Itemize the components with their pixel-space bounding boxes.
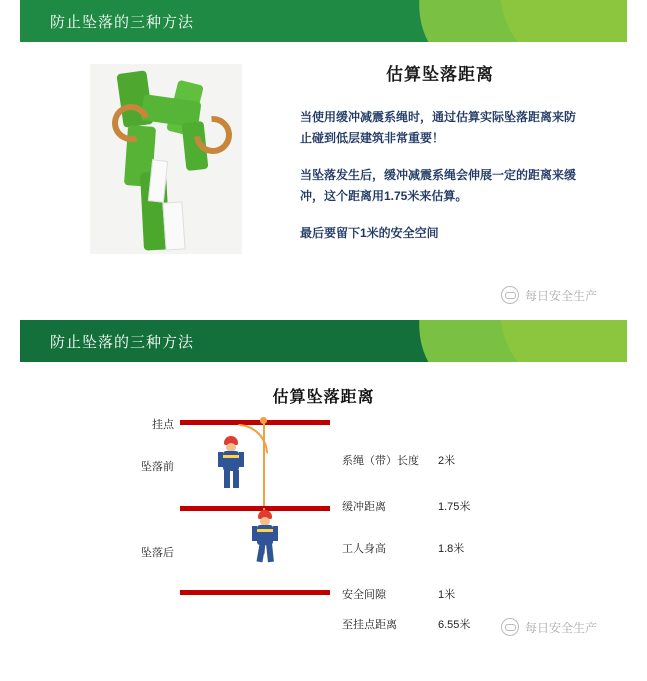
- diagram-line-safety-clearance: [180, 590, 330, 595]
- worker-torso: [257, 525, 273, 545]
- measure-value-lanyard-length: 2米: [438, 455, 456, 467]
- slide-2: [20, 320, 627, 650]
- slide-1-watermark: [501, 286, 597, 304]
- diagram-left-label-anchor: 挂点: [152, 419, 174, 431]
- slide-2-content-title: 估算坠落距离: [272, 389, 375, 406]
- fall-distance-diagram: [20, 414, 627, 644]
- slide-1-paragraph-2: 当坠落发生后，缓冲减震系绳会伸展一定的距离来缓冲，这个距离用1.75米来估算。: [300, 168, 577, 203]
- slide-1-paragraph-3: 最后要留下1米的安全空间: [300, 226, 439, 240]
- slide-2-body: [20, 362, 627, 650]
- slide-1-header-title: 防止坠落的三种方法: [50, 14, 195, 31]
- slide-1-header-band: [20, 0, 627, 42]
- harness-band: [257, 529, 273, 532]
- slide-1-body: [20, 42, 627, 320]
- wechat-icon: [501, 618, 519, 636]
- worker-figure-after-fall: [250, 510, 280, 562]
- lanyard-photo-inner: [90, 64, 242, 254]
- harness-band: [223, 455, 239, 458]
- worker-leg-right: [233, 470, 239, 488]
- slide-2-watermark-text: 每日安全生产: [524, 620, 597, 635]
- slide-1-text-block: [300, 60, 580, 260]
- measure-value-total-distance: 6.55米: [438, 619, 471, 631]
- slide-1-watermark-text: 每日安全生产: [524, 288, 597, 303]
- measure-value-worker-height: 1.8米: [438, 543, 465, 555]
- measure-label-deceleration-distance: 缓冲距离: [342, 501, 386, 513]
- slide-1: [20, 0, 627, 320]
- worker-arm-right: [273, 526, 278, 541]
- diagram-left-label-before-fall: 坠落前: [141, 461, 174, 473]
- measure-label-lanyard-length: 系绳（带）长度: [342, 455, 419, 467]
- wechat-icon: [501, 286, 519, 304]
- measure-label-safety-clearance: 安全间隙: [342, 589, 386, 601]
- worker-leg-right: [266, 544, 274, 563]
- worker-arm-right: [239, 452, 244, 467]
- worker-leg-left: [224, 470, 230, 488]
- slide-1-content-title: 估算坠落距离: [386, 65, 494, 84]
- anchor-point-dot: [260, 417, 267, 424]
- slide-2-watermark: [501, 618, 597, 636]
- slide-2-header-band: [20, 320, 627, 362]
- lanyard-photo: [90, 64, 242, 254]
- measure-label-total-distance: 至挂点距离: [342, 619, 397, 631]
- measure-label-worker-height: 工人身高: [342, 543, 386, 555]
- worker-leg-left: [256, 544, 265, 563]
- rope-segment-upper: [263, 422, 265, 506]
- measure-value-safety-clearance: 1米: [438, 589, 456, 601]
- diagram-left-label-after-fall: 坠落后: [141, 547, 174, 559]
- diagram-line-anchor: [180, 420, 330, 425]
- slide-2-header-title: 防止坠落的三种方法: [50, 334, 195, 351]
- worker-torso: [223, 451, 239, 471]
- lanyard-label-tag: [162, 201, 185, 250]
- slide-1-paragraph-1: 当使用缓冲减震系绳时，通过估算实际坠落距离来防止碰到低层建筑非常重要！: [300, 110, 577, 145]
- measure-value-deceleration-distance: 1.75米: [438, 501, 471, 513]
